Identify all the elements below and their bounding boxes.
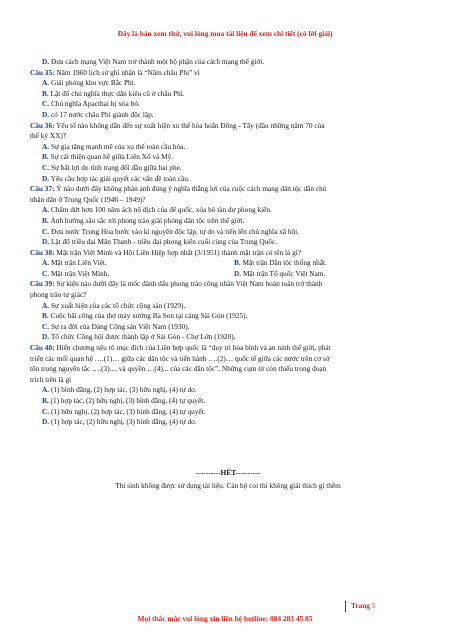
option-text: Tổ chức Công hội được thành lập ở Sài Gòn - Chợ Lớn (1920).	[50, 332, 236, 342]
question-36	[30, 121, 426, 185]
option-letter: D.	[42, 237, 50, 247]
question-number: Câu 37:	[30, 184, 55, 194]
question-text-cont: triển các mối quan hệ ….(1)… giữa các dân tộc và tiến hành ….(2)… quốc tế giữa các nước trên cơ sở	[30, 353, 330, 363]
option-b	[30, 311, 426, 322]
footer-divider	[345, 601, 346, 612]
option-text: Cuộc bãi công của thợ máy xưởng Ba Son tại cảng Sài Gòn (1925).	[50, 311, 248, 321]
option-text: Mặt trận Liên Việt.	[50, 258, 107, 268]
option-text: Mặt trận Việt Minh.	[50, 268, 110, 278]
question-40	[30, 343, 426, 428]
option-letter: B.	[42, 311, 49, 321]
option-b	[30, 396, 426, 407]
question-text: Yếu tố nào không dẫn đến sự xuất hiện xu thế hòa hoãn Đông - Tây (đầu những năm 70 của	[56, 120, 325, 130]
option-text: Yêu cầu hợp tác giải quyết các vấn đề toàn cầu.	[50, 173, 190, 183]
question-text: Ý nào dưới đây không phản ánh đúng ý nghĩa thắng lợi của cuộc cách mạng dân tộc dân chủ	[56, 184, 327, 194]
option-letter: C.	[42, 226, 50, 236]
question-number: Câu 35:	[30, 67, 55, 77]
question-text-cont: thế kỷ XX)?	[30, 131, 67, 141]
option-text: Đưa cách mạng Việt Nam trở thành một bộ phận của cách mạng thế giới.	[50, 57, 265, 66]
option-text: Chấm dứt hơn 100 năm ách nô dịch của đế quốc, xóa bỏ tàn dư phong kiến.	[50, 205, 272, 215]
option-a	[30, 301, 426, 312]
page-number-value: 5	[371, 601, 376, 610]
option-d	[30, 174, 426, 185]
page-label: Trang	[351, 601, 370, 610]
question-text: Năm 1960 lịch sử ghi nhận là “Năm châu Phi” vì	[56, 67, 200, 77]
option-d	[30, 417, 426, 428]
carry-over-option	[30, 57, 426, 68]
question-text: Mặt trận Việt Minh và Hội Liên Hiệp hợp nhất (3/1951) thành mặt trận có tên là gì?	[56, 247, 301, 257]
option-c	[42, 269, 234, 280]
option-letter: A.	[42, 258, 50, 268]
hotline-footer: Mọi thắc mắc vui lòng xin liên hệ hotline: 084 283 45 85	[137, 614, 313, 623]
question-text-cont: trích trên là gì	[30, 374, 72, 384]
option-letter: A.	[42, 300, 50, 310]
option-text: Lật đổ triều đại Mãn Thanh - triều đại phong kiến cuối cùng của Trung Quốc.	[50, 237, 277, 247]
question-stem	[30, 279, 426, 290]
option-c	[30, 99, 426, 110]
question-stem	[30, 121, 426, 132]
question-37	[30, 184, 426, 248]
option-text: Sự xuất hiện của các tổ chức cộng sản (1929).	[50, 300, 186, 310]
option-text: có 17 nước châu Phi giành độc lập.	[50, 109, 154, 119]
option-b	[30, 152, 426, 163]
option-letter: D.	[42, 57, 50, 66]
option-letter: C.	[42, 99, 50, 109]
option-letter: D.	[42, 417, 50, 427]
option-a	[42, 258, 234, 269]
option-text: Chủ nghĩa Apacthai bị xóa bỏ.	[50, 99, 140, 109]
option-a	[30, 385, 426, 396]
question-number: Câu 40:	[30, 343, 55, 353]
option-letter: D.	[42, 173, 50, 183]
option-letter: C.	[42, 162, 50, 172]
option-letter: B.	[42, 88, 49, 98]
option-a	[30, 78, 426, 89]
option-d	[30, 110, 426, 121]
option-d	[30, 237, 426, 248]
option-letter: C.	[42, 268, 50, 278]
options-row-2	[30, 269, 426, 280]
option-text: Lật đổ chủ nghĩa thực dân kiểu cũ ở châu Phi.	[50, 88, 185, 98]
option-b	[30, 89, 426, 100]
option-letter: B.	[234, 258, 241, 268]
question-stem	[30, 184, 426, 195]
option-b	[234, 258, 426, 269]
option-text: Sự gia tăng mạnh mẽ của xu thế toàn cầu hóa.	[50, 141, 186, 151]
option-text: Sự cải thiện quan hệ giữa Liên Xô và Mỹ.	[50, 152, 174, 162]
option-text: Sự ra đời của Đảng Cộng sản Việt Nam (1930).	[50, 321, 190, 331]
option-b	[30, 216, 426, 227]
option-letter: A.	[42, 205, 50, 215]
question-number: Câu 39:	[30, 279, 55, 289]
preview-banner: Đây là bản xem thử, vui lòng mua tài liệu để xem chi tiết (có lời giải)	[117, 29, 333, 38]
exam-note: Thí sinh không được sử dụng tài liệu. Cán bộ coi thi không giải thích gì thêm	[115, 481, 341, 491]
option-letter: D.	[234, 268, 242, 278]
option-letter: C.	[42, 406, 50, 416]
option-text: Ảnh hưởng sâu sắc tới phong trào giải phóng dân tộc trên thế giới.	[50, 215, 245, 225]
option-text: (1) hữu nghị, (2) hợp tác, (3) bình đẳng, (4) tự quyết.	[50, 406, 206, 416]
end-marker: ----------HẾT----------	[195, 467, 261, 477]
question-stem	[30, 68, 426, 79]
option-text: (1) hợp tác, (2) hữu nghị, (3) bình đẳng, (4) tự do.	[50, 417, 197, 427]
option-text: (1) hợp tác, (2) hữu nghị, (3) bình đẳng, (4) tự quyết.	[50, 396, 206, 405]
option-text: Đưa nước Trung Hoa bước vào kỉ nguyên độc lập, tự do và tiến lên chủ nghĩa xã hội.	[50, 226, 300, 236]
option-letter: B.	[42, 152, 49, 162]
question-35	[30, 68, 426, 121]
question-text: Sự kiện nào dưới đây là mốc đánh dấu phong trào công nhân Việt Nam hoàn toàn trở thành	[56, 279, 323, 289]
option-letter: B.	[42, 215, 49, 225]
question-text: Hiến chương nêu rõ mục đích của Liên hợp quốc là “duy trì hòa bình và an ninh thế giới, phát	[56, 343, 331, 353]
question-text-cont: nhân dân ở Trung Quốc (1946 – 1949)?	[30, 194, 146, 204]
option-letter: D.	[42, 109, 50, 119]
option-text: Sự bất lợi do tình trạng đối đầu giữa hai phe.	[50, 162, 182, 172]
option-letter: A.	[42, 385, 50, 395]
option-c	[30, 322, 426, 333]
option-text: Giải phóng khu vực Bắc Phi.	[50, 78, 136, 88]
question-39	[30, 279, 426, 343]
option-text: Mặt trận Tổ quốc Việt Nam.	[242, 268, 326, 278]
question-number: Câu 36:	[30, 120, 55, 130]
option-d	[30, 332, 426, 343]
question-number: Câu 38:	[30, 247, 55, 257]
question-38	[30, 248, 426, 280]
question-stem	[30, 343, 426, 354]
option-letter: A.	[42, 78, 50, 88]
question-text-cont: tôn trọng nguyên tắc ….(3).... và quyền …(4)... của các dân tộc”. Những cụm từ còn thiếu trong đoạn	[30, 364, 327, 374]
page-number	[351, 601, 375, 610]
option-c	[30, 227, 426, 238]
option-letter: C.	[42, 321, 50, 331]
option-letter: B.	[42, 396, 49, 405]
option-a	[30, 142, 426, 153]
option-letter: D.	[42, 332, 50, 342]
question-text-cont: phong trào tự giác?	[30, 290, 87, 300]
option-a	[30, 205, 426, 216]
option-c	[30, 407, 426, 418]
option-text: (1) bình đẳng, (2) hợp tác, (3) hữu nghị, (4) tự do.	[50, 385, 197, 395]
option-text: Mặt trận Dân tộc thống nhất.	[242, 258, 327, 268]
question-stem	[30, 248, 426, 259]
option-d	[234, 269, 426, 280]
option-letter: A.	[42, 141, 50, 151]
exam-content	[30, 57, 426, 492]
option-c	[30, 163, 426, 174]
options-row-1	[30, 258, 426, 269]
